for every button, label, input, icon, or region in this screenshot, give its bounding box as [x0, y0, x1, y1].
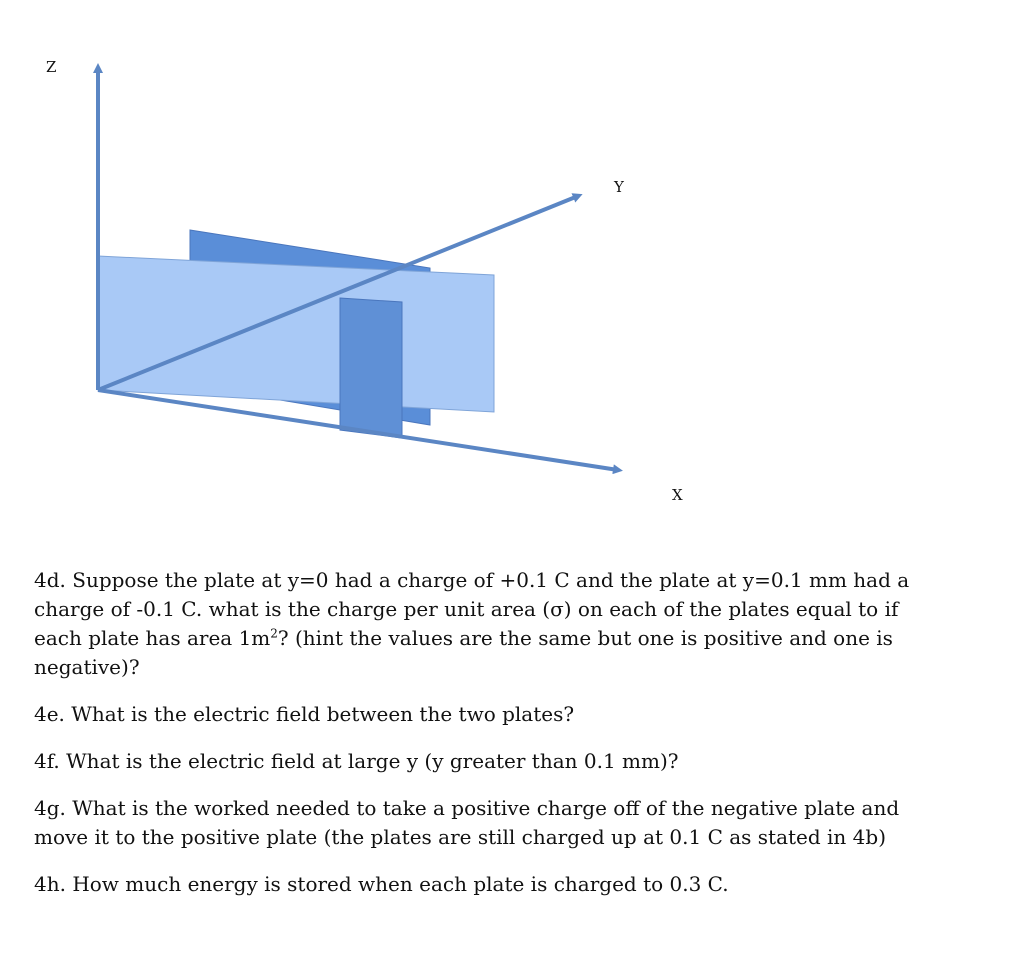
question-4d-text: 4d. Suppose the plate at y=0 had a charge of +0.1 C and the plate at y=0.1 mm had a charge of -0.1 C. what is the charge per unit area (σ) on each of the plates equal to if each plate has area 1m: [34, 568, 916, 650]
question-4g: 4g. What is the worked needed to take a positive charge off of the negative plate and move it to the positive plate (the plates are still charged up at 0.1 C as stated in 4b): [34, 796, 906, 849]
light-plate: [98, 256, 494, 412]
front-plate: [340, 298, 402, 438]
question-list: [34, 566, 934, 917]
z-axis-label: Z: [46, 58, 57, 76]
question-4d-superscript: 2: [270, 626, 278, 641]
question-4e: 4e. What is the electric field between the two plates?: [34, 702, 575, 726]
x-axis-label: X: [672, 486, 683, 504]
question-4d: [34, 566, 934, 682]
question-4d-text-end: ? (hint the values are the same but one is positive and one is negative)?: [34, 626, 900, 679]
question-4f: 4f. What is the electric field at large y (y greater than 0.1 mm)?: [34, 749, 679, 773]
question-4h: 4h. How much energy is stored when each plate is charged to 0.3 C.: [34, 872, 729, 896]
y-axis-label: Y: [614, 178, 624, 196]
